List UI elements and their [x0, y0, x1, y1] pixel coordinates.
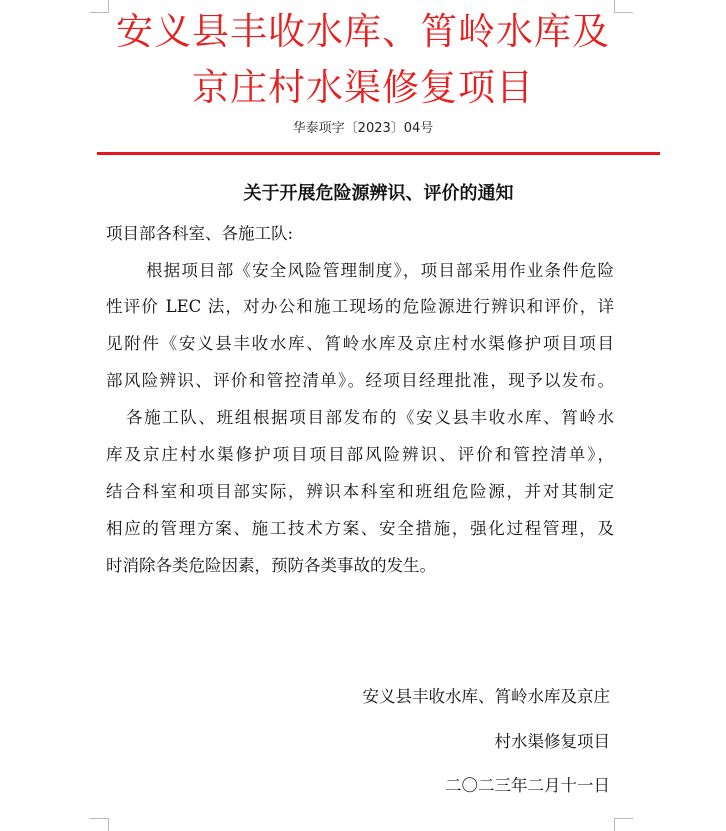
signature-org-line1: 安义县丰收水库、筲岭水库及京庄 [362, 687, 610, 706]
paragraph2-line4: 相应的管理方案、施工技术方案、安全措施，强化过程管理，及 [106, 519, 614, 538]
paragraph2-line3: 结合科室和项目部实际，辨识本科室和班组危险源，并对其制定 [106, 482, 614, 501]
paragraph1-line4: 部风险辨识、评价和管控清单》。经项目经理批准，现予以发布。 [106, 371, 614, 390]
notice-title: 关于开展危险源辨识、评价的通知 [243, 183, 514, 204]
signature-date: 二〇二三年二月十一日 [445, 776, 610, 795]
signature-org-line2: 村水渠修复项目 [494, 732, 610, 751]
page-corner-mark-bottom-left [90, 818, 109, 831]
paragraph1-line2: 性评价 LEC 法，对办公和施工现场的危险源进行辨识和评价，详 [106, 297, 614, 316]
salutation: 项目部各科室、各施工队: [106, 224, 294, 243]
paragraph2-line5: 时消除各类危险因素，预防各类事故的发生。 [106, 556, 436, 575]
document-number: 华泰项字〔2023〕04号 [292, 121, 434, 136]
header-title-line1: 安义县丰收水库、筲岭水库及 [116, 10, 610, 53]
paragraph1-line3: 见附件《安义县丰收水库、筲岭水库及京庄村水渠修护项目项目 [106, 334, 614, 353]
header-title-line2: 京庄村水渠修复项目 [192, 66, 534, 109]
paragraph2-line1: 各施工队、班组根据项目部发布的《安义县丰收水库、筲岭水 [126, 408, 614, 427]
paragraph2-line2: 库及京庄村水渠修护项目项目部风险辨识、评价和管控清单》， [106, 445, 614, 464]
page-corner-mark-bottom-right [614, 818, 633, 831]
paragraph1-line1: 根据项目部《安全风险管理制度》，项目部采用作业条件危险 [146, 261, 614, 280]
header-divider [97, 152, 660, 155]
